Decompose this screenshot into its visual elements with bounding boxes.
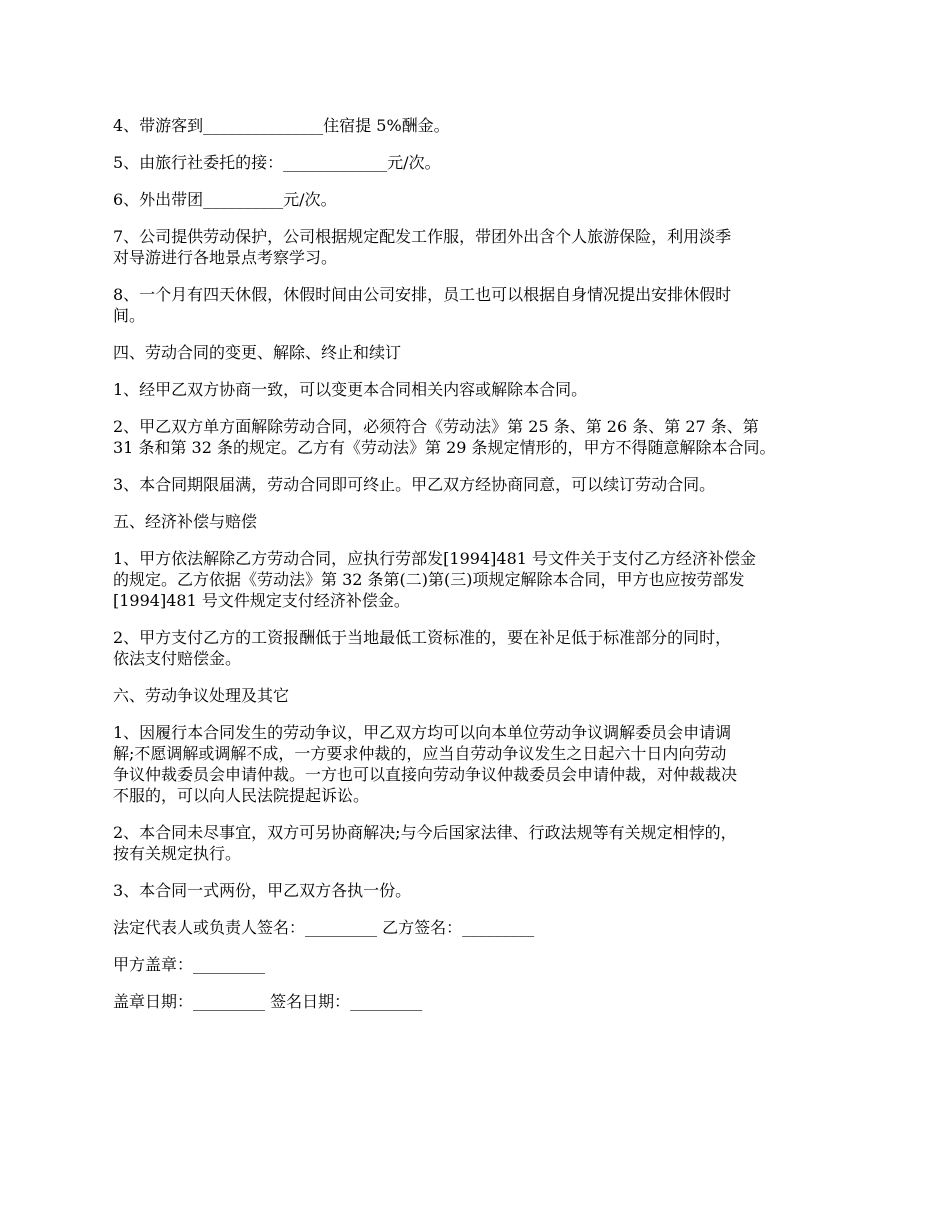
paragraph-line: 6、外出带团__________元/次。 bbox=[113, 190, 337, 209]
paragraph bbox=[113, 152, 858, 173]
paragraph-line: 3、本合同期限届满，劳动合同即可终止。甲乙双方经协商同意，可以续订劳动合同。 bbox=[113, 475, 716, 494]
paragraph-line: 甲方盖章：_________ bbox=[113, 955, 266, 974]
paragraph-line: 按有关规定执行。 bbox=[113, 844, 242, 863]
paragraph-line: 3、本合同一式两份，甲乙双方各执一份。 bbox=[113, 881, 412, 900]
paragraph-line: 7、公司提供劳动保护，公司根据规定配发工作服，带团外出含个人旅游保险，利用淡季 bbox=[113, 227, 732, 246]
paragraph bbox=[113, 511, 858, 532]
paragraph bbox=[113, 685, 858, 706]
paragraph bbox=[113, 548, 858, 611]
paragraph bbox=[113, 954, 858, 975]
paragraph bbox=[113, 342, 858, 363]
paragraph-line: 1、甲方依法解除乙方劳动合同，应执行劳部发[1994]481 号文件关于支付乙方经济补偿金 bbox=[113, 549, 757, 568]
paragraph-line: 8、一个月有四天休假，休假时间由公司安排，员工也可以根据自身情况提出安排休假时 bbox=[113, 285, 732, 304]
paragraph bbox=[113, 416, 858, 458]
paragraph-line: 五、经济补偿与赔偿 bbox=[113, 512, 258, 531]
paragraph bbox=[113, 379, 858, 400]
paragraph bbox=[113, 880, 858, 901]
paragraph bbox=[113, 627, 858, 669]
paragraph-line: 5、由旅行社委托的接：_____________元/次。 bbox=[113, 153, 441, 172]
paragraph-line: 解;不愿调解或调解不成，一方要求仲裁的，应当自劳动争议发生之日起六十日内向劳动 bbox=[113, 744, 727, 763]
paragraph bbox=[113, 474, 858, 495]
paragraph-line: 争议仲裁委员会申请仲裁。一方也可以直接向劳动争议仲裁委员会申请仲裁，对仲裁裁决 bbox=[113, 765, 738, 784]
paragraph bbox=[113, 226, 858, 268]
paragraph-line: [1994]481 号文件规定支付经济补偿金。 bbox=[113, 591, 410, 610]
paragraph-line: 31 条和第 32 条的规定。乙方有《劳动法》第 29 条规定情形的，甲方不得随意解除本合同。 bbox=[113, 438, 776, 457]
paragraph-line: 四、劳动合同的变更、解除、终止和续订 bbox=[113, 343, 402, 362]
paragraph bbox=[113, 284, 858, 326]
paragraph-line: 2、本合同未尽事宜，双方可另协商解决;与今后国家法律、行政法规等有关规定相悖的， bbox=[113, 823, 737, 842]
paragraph-line: 4、带游客到_______________住宿提 5%酬金。 bbox=[113, 116, 450, 135]
paragraph-line: 1、因履行本合同发生的劳动争议，甲乙双方均可以向本单位劳动争议调解委员会申请调 bbox=[113, 723, 732, 742]
paragraph-line: 2、甲乙双方单方面解除劳动合同，必须符合《劳动法》第 25 条、第 26 条、第 27 条、第 bbox=[113, 417, 759, 436]
paragraph-line: 盖章日期：_________ 签名日期：_________ bbox=[113, 992, 423, 1011]
paragraph bbox=[113, 822, 858, 864]
paragraph-line: 法定代表人或负责人签名：_________ 乙方签名：_________ bbox=[113, 918, 535, 937]
paragraph-line: 依法支付赔偿金。 bbox=[113, 649, 242, 668]
paragraph-line: 对导游进行各地景点考察学习。 bbox=[113, 248, 338, 267]
paragraph-line: 2、甲方支付乙方的工资报酬低于当地最低工资标准的，要在补足低于标准部分的同时， bbox=[113, 628, 732, 647]
paragraph-line: 1、经甲乙双方协商一致，可以变更本合同相关内容或解除本合同。 bbox=[113, 380, 588, 399]
paragraph-line: 不服的，可以向人民法院提起诉讼。 bbox=[113, 786, 370, 805]
paragraph bbox=[113, 189, 858, 210]
paragraph-line: 六、劳动争议处理及其它 bbox=[113, 686, 290, 705]
document-body bbox=[113, 115, 858, 1028]
paragraph bbox=[113, 917, 858, 938]
paragraph-line: 间。 bbox=[113, 306, 146, 325]
paragraph bbox=[113, 115, 858, 136]
paragraph-line: 的规定。乙方依据《劳动法》第 32 条第(二)第(三)项规定解除本合同，甲方也应按劳部发 bbox=[113, 570, 745, 589]
paragraph bbox=[113, 722, 858, 806]
paragraph bbox=[113, 991, 858, 1012]
